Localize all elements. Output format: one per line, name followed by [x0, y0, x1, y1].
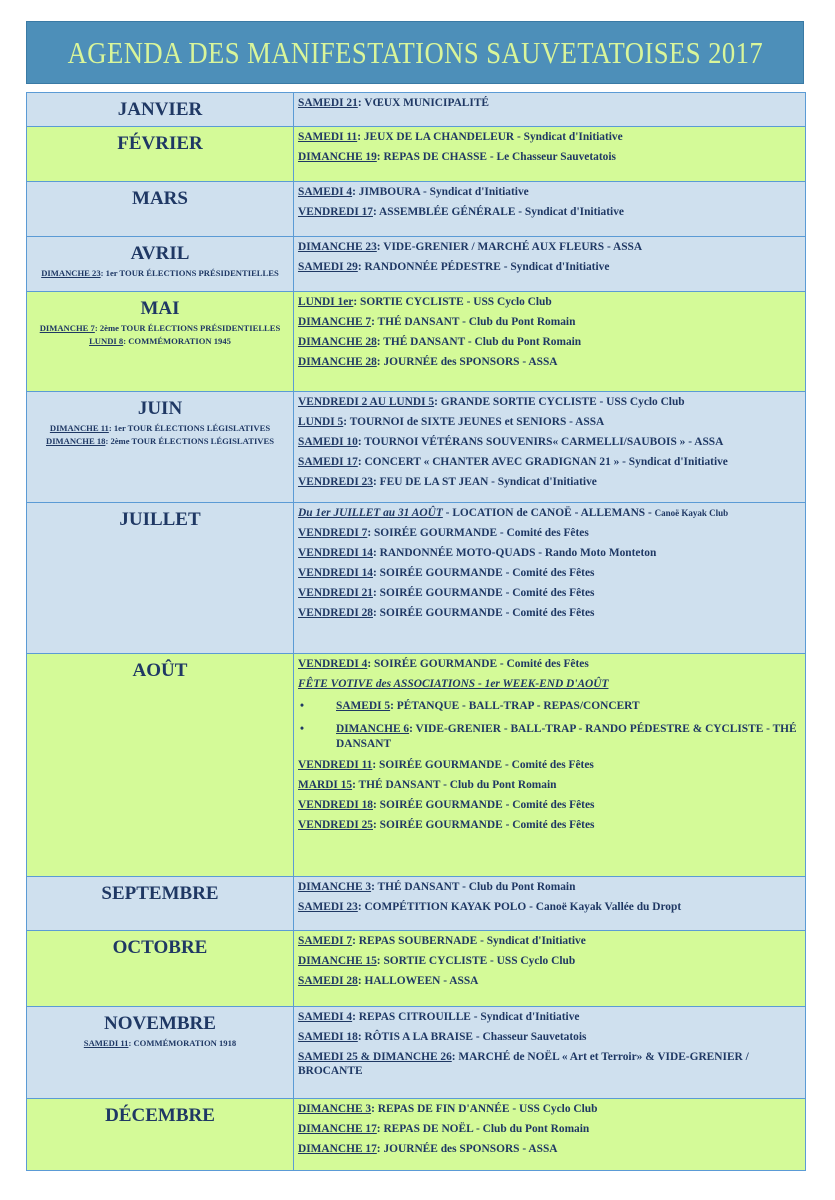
event-date: VENDREDI 4: [298, 658, 368, 670]
month-note-text: : COMMÉMORATION 1918: [128, 1038, 237, 1048]
event-bullet-item: [294, 722, 805, 752]
event-date: SAMEDI 29: [298, 261, 358, 273]
event-date: VENDREDI 23: [298, 476, 373, 488]
event-item: [294, 295, 805, 309]
event-date: SAMEDI 4: [298, 186, 353, 198]
event-date: VENDREDI 25: [298, 819, 373, 831]
month-name: AVRIL: [130, 243, 190, 264]
month-row: [27, 877, 806, 931]
event-date: MARDI 15: [298, 779, 353, 791]
event-text: : THÉ DANSANT - Club du Pont Romain: [376, 336, 582, 348]
event-date: SAMEDI 11: [298, 131, 358, 143]
events-cell: [294, 237, 806, 292]
month-name: FÉVRIER: [117, 133, 203, 154]
event-text: : TOURNOI VÉTÉRANS SOUVENIRS« CARMELLI/SAUBOIS » - ASSA: [357, 436, 724, 448]
event-item: [294, 657, 805, 671]
event-item: [294, 506, 805, 520]
event-item: [294, 934, 805, 948]
event-item: [294, 798, 805, 812]
event-text: : REPAS CITROUILLE - Syndicat d'Initiative: [352, 1011, 580, 1023]
event-text: : FEU DE LA ST JEAN - Syndicat d'Initiative: [373, 476, 597, 488]
month-name: NOVEMBRE: [104, 1013, 216, 1034]
event-item: [294, 455, 805, 469]
event-date: SAMEDI 17: [298, 456, 358, 468]
month-name: DÉCEMBRE: [105, 1105, 215, 1126]
event-text: : THÉ DANSANT - Club du Pont Romain: [371, 881, 576, 893]
event-item: [294, 818, 805, 832]
event-item: [294, 1102, 805, 1116]
event-text: : THÉ DANSANT - Club du Pont Romain: [352, 779, 557, 791]
event-item: [294, 1050, 805, 1078]
event-text: : CONCERT « CHANTER AVEC GRADIGNAN 21 » - Syndicat d'Initiative: [357, 456, 728, 468]
event-text: : SOIRÉE GOURMANDE - Comité des Fêtes: [367, 658, 589, 670]
event-item: [294, 974, 805, 988]
month-cell: [27, 654, 294, 877]
event-date: DIMANCHE 15: [298, 955, 377, 967]
event-date: VENDREDI 7: [298, 527, 368, 539]
event-date: VENDREDI 21: [298, 587, 373, 599]
events-cell: [294, 503, 806, 654]
month-cell: [27, 392, 294, 503]
event-date: SAMEDI 21: [298, 97, 358, 109]
page-title: AGENDA DES MANIFESTATIONS SAUVETATOISES 2017: [67, 34, 763, 70]
event-date: SAMEDI 28: [298, 975, 358, 987]
month-note-text: : 2ème TOUR ÉLECTIONS LÉGISLATIVES: [105, 436, 275, 446]
month-name: SEPTEMBRE: [101, 883, 219, 904]
event-text: : VIDE-GRENIER / MARCHÉ AUX FLEURS - ASSA: [376, 241, 643, 253]
event-text: : ASSEMBLÉE GÉNÉRALE - Syndicat d'Initiative: [373, 206, 624, 218]
event-item: [294, 778, 805, 792]
events-cell: [294, 877, 806, 931]
month-row: [27, 654, 806, 877]
month-cell: [27, 931, 294, 1007]
bullet-icon: •: [300, 723, 304, 735]
events-cell: [294, 93, 806, 127]
event-date: DIMANCHE 28: [298, 336, 377, 348]
event-date: VENDREDI 14: [298, 567, 373, 579]
month-row: [27, 931, 806, 1007]
month-name: OCTOBRE: [112, 937, 208, 958]
month-row: [27, 182, 806, 237]
event-text: : MARCHÉ de NOËL « Art et Terroir» & VIDE-GRENIER / BROCANTE: [298, 1051, 749, 1077]
month-note: [27, 268, 293, 278]
event-item: [294, 1030, 805, 1044]
event-date: DIMANCHE 23: [298, 241, 377, 253]
events-cell: [294, 127, 806, 182]
month-name: JUILLET: [119, 509, 201, 530]
month-note-date: DIMANCHE 11: [49, 423, 109, 433]
event-text: : GRANDE SORTIE CYCLISTE - USS Cyclo Club: [434, 396, 685, 408]
month-note-date: DIMANCHE 7: [39, 323, 95, 333]
event-item: [294, 260, 805, 274]
event-item: [294, 526, 805, 540]
event-text: : HALLOWEEN - ASSA: [357, 975, 479, 987]
month-row: [27, 93, 806, 127]
events-cell: [294, 931, 806, 1007]
event-date: VENDREDI 2 AU LUNDI 5: [298, 396, 435, 408]
event-text: : SOIRÉE GOURMANDE - Comité des Fêtes: [372, 759, 594, 771]
month-row: [27, 1099, 806, 1171]
event-item: [294, 185, 805, 199]
event-item: [294, 1122, 805, 1136]
month-note-date: DIMANCHE 23: [41, 268, 101, 278]
event-date: FÊTE VOTIVE des ASSOCIATIONS - 1er WEEK-END D'AOÛT: [298, 678, 609, 690]
month-note-text: : 2ème TOUR ÉLECTIONS PRÉSIDENTIELLES: [94, 323, 281, 333]
event-text: : SOIRÉE GOURMANDE - Comité des Fêtes: [367, 527, 589, 539]
month-cell: [27, 292, 294, 392]
event-text: : REPAS DE FIN D'ANNÉE - USS Cyclo Club: [371, 1103, 598, 1115]
event-text: : JIMBOURA - Syndicat d'Initiative: [352, 186, 529, 198]
event-item: [294, 96, 805, 110]
event-date: DIMANCHE 3: [298, 1103, 372, 1115]
event-date: SAMEDI 25 & DIMANCHE 26: [298, 1051, 452, 1063]
event-item: [294, 677, 805, 691]
event-text: : RANDONNÉE PÉDESTRE - Syndicat d'Initiative: [357, 261, 610, 273]
event-text: - LOCATION de CANOË - ALLEMANS -: [442, 507, 655, 519]
month-note-text: : COMMÉMORATION 1945: [123, 336, 231, 346]
event-item: [294, 205, 805, 219]
event-date: VENDREDI 18: [298, 799, 373, 811]
event-date: VENDREDI 17: [298, 206, 373, 218]
events-cell: [294, 654, 806, 877]
event-item: [294, 355, 805, 369]
event-text: : SOIRÉE GOURMANDE - Comité des Fêtes: [373, 607, 595, 619]
event-date: Du 1er JUILLET au 31 AOÛT: [298, 507, 443, 519]
event-bullet-text: [336, 722, 799, 752]
event-text: : VŒUX MUNICIPALITÉ: [357, 97, 490, 109]
month-name: JUIN: [137, 398, 183, 419]
event-text: : THÉ DANSANT - Club du Pont Romain: [371, 316, 576, 328]
event-item: [294, 566, 805, 580]
event-date: SAMEDI 5: [336, 700, 391, 712]
event-date: LUNDI 1er: [298, 296, 354, 308]
event-text: : SORTIE CYCLISTE - USS Cyclo Club: [376, 955, 576, 967]
event-text: : JOURNÉE des SPONSORS - ASSA: [376, 356, 558, 368]
month-note: [27, 423, 293, 433]
event-organizer: Canoë Kayak Club: [654, 508, 729, 518]
event-text: : REPAS SOUBERNADE - Syndicat d'Initiative: [352, 935, 586, 947]
month-note: [27, 336, 293, 346]
month-cell: [27, 503, 294, 654]
event-date: SAMEDI 23: [298, 901, 358, 913]
event-bullet-item: [294, 699, 805, 714]
event-bullet-text: [336, 699, 799, 714]
event-date: LUNDI 5: [298, 416, 344, 428]
month-row: [27, 392, 806, 503]
month-cell: [27, 182, 294, 237]
event-item: [294, 758, 805, 772]
event-date: SAMEDI 7: [298, 935, 353, 947]
month-name: MARS: [132, 188, 188, 209]
event-date: DIMANCHE 28: [298, 356, 377, 368]
event-item: [294, 546, 805, 560]
event-text: : TOURNOI de SIXTE JEUNES et SENIORS - ASSA: [343, 416, 605, 428]
event-date: SAMEDI 18: [298, 1031, 358, 1043]
event-date: SAMEDI 4: [298, 1011, 353, 1023]
event-text: : SOIRÉE GOURMANDE - Comité des Fêtes: [373, 819, 595, 831]
title-banner: [26, 21, 804, 84]
event-item: [294, 606, 805, 620]
events-cell: [294, 1007, 806, 1099]
event-item: [294, 130, 805, 144]
event-text: : JOURNÉE des SPONSORS - ASSA: [376, 1143, 558, 1155]
month-row: [27, 503, 806, 654]
event-text: : SOIRÉE GOURMANDE - Comité des Fêtes: [373, 587, 595, 599]
event-text: : RANDONNÉE MOTO-QUADS - Rando Moto Monteton: [373, 547, 657, 559]
event-text: : VIDE-GRENIER - BALL-TRAP - RANDO PÉDESTRE & CYCLISTE - THÉ DANSANT: [336, 723, 797, 750]
event-item: [294, 475, 805, 489]
event-date: SAMEDI 10: [298, 436, 358, 448]
events-cell: [294, 1099, 806, 1171]
month-row: [27, 127, 806, 182]
event-date: VENDREDI 11: [298, 759, 373, 771]
month-cell: [27, 877, 294, 931]
event-text: : SORTIE CYCLISTE - USS Cyclo Club: [353, 296, 552, 308]
events-cell: [294, 392, 806, 503]
month-note-date: DIMANCHE 18: [45, 436, 106, 446]
event-date: DIMANCHE 6: [336, 723, 410, 735]
event-date: DIMANCHE 3: [298, 881, 372, 893]
month-name: MAI: [140, 298, 180, 319]
month-cell: [27, 1007, 294, 1099]
event-item: [294, 315, 805, 329]
event-text: : REPAS DE NOËL - Club du Pont Romain: [376, 1123, 590, 1135]
event-item: [294, 1010, 805, 1024]
event-date: DIMANCHE 17: [298, 1143, 377, 1155]
event-text: : JEUX DE LA CHANDELEUR - Syndicat d'Initiative: [357, 131, 623, 143]
event-text: : REPAS DE CHASSE - Le Chasseur Sauvetatois: [376, 151, 616, 163]
month-cell: [27, 127, 294, 182]
event-text: : SOIRÉE GOURMANDE - Comité des Fêtes: [373, 799, 595, 811]
event-text: : SOIRÉE GOURMANDE - Comité des Fêtes: [373, 567, 595, 579]
month-note-text: : 1er TOUR ÉLECTIONS PRÉSIDENTIELLES: [100, 268, 279, 278]
bullet-icon: •: [300, 700, 304, 712]
event-date: VENDREDI 28: [298, 607, 373, 619]
event-item: [294, 954, 805, 968]
agenda-table: [26, 92, 806, 1171]
event-item: [294, 435, 805, 449]
event-date: DIMANCHE 7: [298, 316, 372, 328]
month-row: [27, 237, 806, 292]
event-item: [294, 240, 805, 254]
month-note: [27, 323, 293, 333]
event-item: [294, 150, 805, 164]
event-text: : PÉTANQUE - BALL-TRAP - REPAS/CONCERT: [390, 700, 640, 712]
month-row: [27, 1007, 806, 1099]
event-text: : RÔTIS A LA BRAISE - Chasseur Sauvetatois: [357, 1031, 587, 1043]
month-note: [27, 1038, 293, 1048]
month-row: [27, 292, 806, 392]
event-item: [294, 335, 805, 349]
month-name: AOÛT: [132, 660, 188, 681]
event-item: [294, 880, 805, 894]
event-item: [294, 900, 805, 914]
event-date: DIMANCHE 17: [298, 1123, 377, 1135]
month-note-date: SAMEDI 11: [83, 1038, 129, 1048]
month-name: JANVIER: [117, 99, 203, 120]
month-note-text: : 1er TOUR ÉLECTIONS LÉGISLATIVES: [108, 423, 271, 433]
event-date: VENDREDI 14: [298, 547, 373, 559]
month-cell: [27, 237, 294, 292]
event-item: [294, 395, 805, 409]
event-item: [294, 415, 805, 429]
event-text: : COMPÉTITION KAYAK POLO - Canoë Kayak Vallée du Dropt: [357, 901, 682, 913]
events-cell: [294, 292, 806, 392]
event-item: [294, 586, 805, 600]
event-date: DIMANCHE 19: [298, 151, 377, 163]
month-cell: [27, 1099, 294, 1171]
month-note: [27, 436, 293, 446]
month-note-date: LUNDI 8: [89, 336, 124, 346]
events-cell: [294, 182, 806, 237]
event-item: [294, 1142, 805, 1156]
month-cell: [27, 93, 294, 127]
